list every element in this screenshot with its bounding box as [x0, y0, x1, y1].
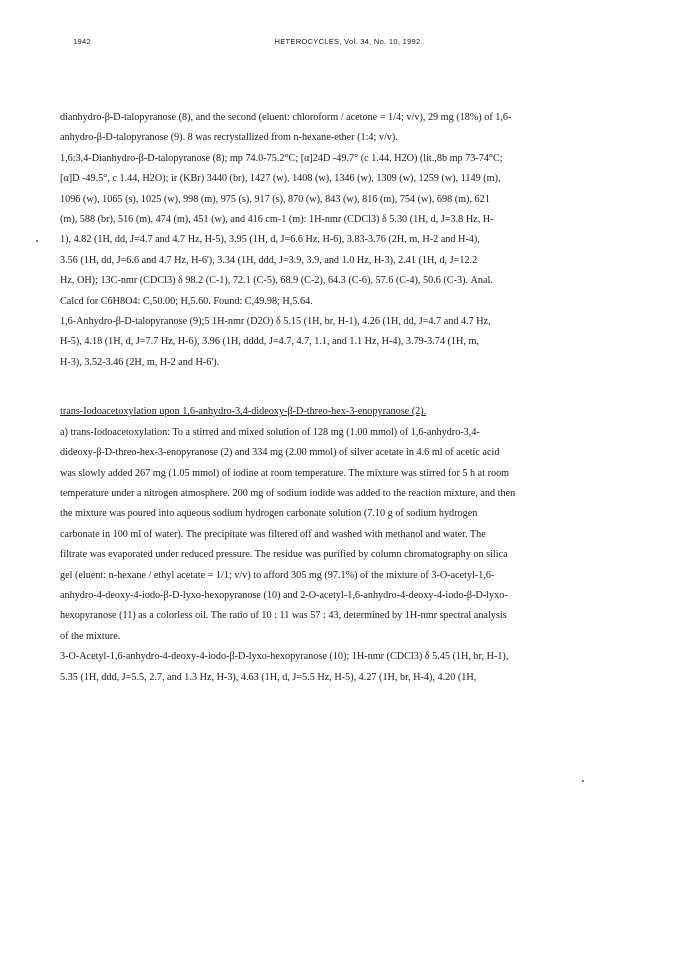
section-heading: trans-Iodoacetoxylation upon 1,6-anhydro-3,4-dideoxy-β-D-threo-hex-3-enopyranose (2).: [60, 406, 427, 418]
text-line: 5.35 (1H, ddd, J=5.5, 2.7, and 1.3 Hz, H-3), 4.63 (1H, d, J=5.5 Hz, H-5), 4.27 (1H, br, H-4), 4.20 (1H,: [60, 671, 477, 683]
text-line: Calcd for C6H8O4: C,50.00; H,5.60. Found: C,49.98; H,5.64.: [60, 295, 313, 307]
page-number: 1942: [73, 37, 91, 46]
text-line: temperature under a nitrogen atmosphere. 200 mg of sodium iodide was added to the reaction mixture, and then: [60, 487, 516, 499]
text-line: dianhydro-β-D-talopyranose (8), and the second (eluent: chloroform / acetone = 1/4; v/v), 29 mg (18%) of 1,6-: [60, 112, 512, 123]
scan-speck: [582, 780, 584, 782]
journal-citation: HETEROCYCLES, Vol. 34, No. 10, 1992: [274, 37, 421, 46]
text-line: filtrate was evaporated under reduced pressure. The residue was purified by column chromatography on silica: [60, 549, 508, 561]
text-line: the mixture was poured into aqueous sodium hydrogen carbonate solution (7.10 g of sodium hydrogen: [60, 508, 478, 520]
text-line: anhydro-4-deoxy-4-iodo-β-D-lyxo-hexopyranose (10) and 2-O-acetyl-1,6-anhydro-4-deoxy-4-iodo-β-D-lyxo-: [60, 589, 508, 601]
text-line: a) trans-Iodoacetoxylation: To a stirred and mixed solution of 128 mg (1.00 mmol) of 1,6-anhydro-3,4-: [60, 426, 480, 438]
text-line: was slowly added 267 mg (1.05 mmol) of iodine at room temperature. The mixture was stirred for 5 h at room: [60, 467, 510, 479]
scan-speck: [36, 240, 38, 242]
text-line: H-3), 3.52-3.46 (2H, m, H-2 and H-6').: [60, 356, 220, 368]
text-line: of the mixture.: [60, 630, 121, 642]
text-line: anhydro-β-D-talopyranose (9). 8 was recrystallized from n-hexane-ether (1:4; v/v).: [60, 132, 398, 144]
text-line: (m), 588 (br), 516 (m), 474 (m), 451 (w), and 416 cm-1 (m): 1H-nmr (CDCl3) δ 5.30 (1H, d, J=3.8 Hz, H-: [60, 214, 494, 226]
text-line: 1096 (w), 1065 (s), 1025 (w), 998 (m), 975 (s), 917 (s), 870 (w), 843 (w), 816 (m), 754 (w), 698 (m), 621: [60, 193, 490, 205]
text-line: 1), 4.82 (1H, dd, J=4.7 and 4.7 Hz, H-5), 3.95 (1H, d, J=6.6 Hz, H-6), 3.83-3.76 (2H, m, H-2 and H-4),: [60, 234, 480, 246]
text-line: gel (eluent: n-hexane / ethyl acetate = 1/1; v/v) to afford 305 mg (97.1%) of the mixture of 3-O-acetyl-1,6-: [60, 569, 495, 581]
text-line: 1,6:3,4-Dianhydro-β-D-talopyranose (8); mp 74.0-75.2°C; [α]24D -49.7° (c 1.44, H2O) (lit.,8b mp 73-74°C;: [60, 152, 503, 164]
text-line: Hz, OH); 13C-nmr (CDCl3) δ 98.2 (C-1), 72.1 (C-5), 68.9 (C-2), 64.3 (C-6), 57.6 (C-4), 50.6 (C-3). Anal.: [60, 275, 493, 287]
running-header: [0, 37, 695, 51]
text-line: hexopyranose (11) as a colorless oil. The ratio of 10 : 11 was 57 : 43, determined by 1H-nmr spectral analysis: [60, 610, 507, 622]
text-line: 3.56 (1H, dd, J=6.6 and 4.7 Hz, H-6'), 3.34 (1H, ddd, J=3.9, 3.9, and 1.0 Hz, H-3), 2.41 (1H, d, J=12.2: [60, 254, 478, 266]
text-line: dideoxy-β-D-threo-hex-3-enopyranose (2) and 334 mg (2.00 mmol) of silver acetate in 4.6 ml of acetic acid: [60, 447, 500, 459]
text-line: carbonate in 100 ml of water). The precipitate was filtered off and washed with methanol and water. The: [60, 528, 486, 540]
text-line: H-5), 4.18 (1H, d, J=7.7 Hz, H-6), 3.96 (1H, dddd, J=4.7, 4.7, 1.1, and 1.1 Hz, H-4), 3.79-3.74 (1H, m,: [60, 336, 479, 348]
article-body: [60, 108, 635, 688]
text-line: 1,6-Anhydro-β-D-talopyranose (9);5 1H-nmr (D2O) δ 5.15 (1H, br, H-1), 4.26 (1H, dd, J=4.7 and 4.7 Hz,: [60, 316, 491, 328]
text-line: [α]D -49.5°, c 1.44, H2O); ir (KBr) 3440 (br), 1427 (w), 1408 (w), 1346 (w), 1309 (w), 1259 (w), 1149 (m),: [60, 173, 501, 185]
text-line: 3-O-Acetyl-1,6-anhydro-4-deoxy-4-iodo-β-D-lyxo-hexopyranose (10); 1H-nmr (CDCl3) δ 5.45 (1H, br, H-1),: [60, 651, 509, 663]
